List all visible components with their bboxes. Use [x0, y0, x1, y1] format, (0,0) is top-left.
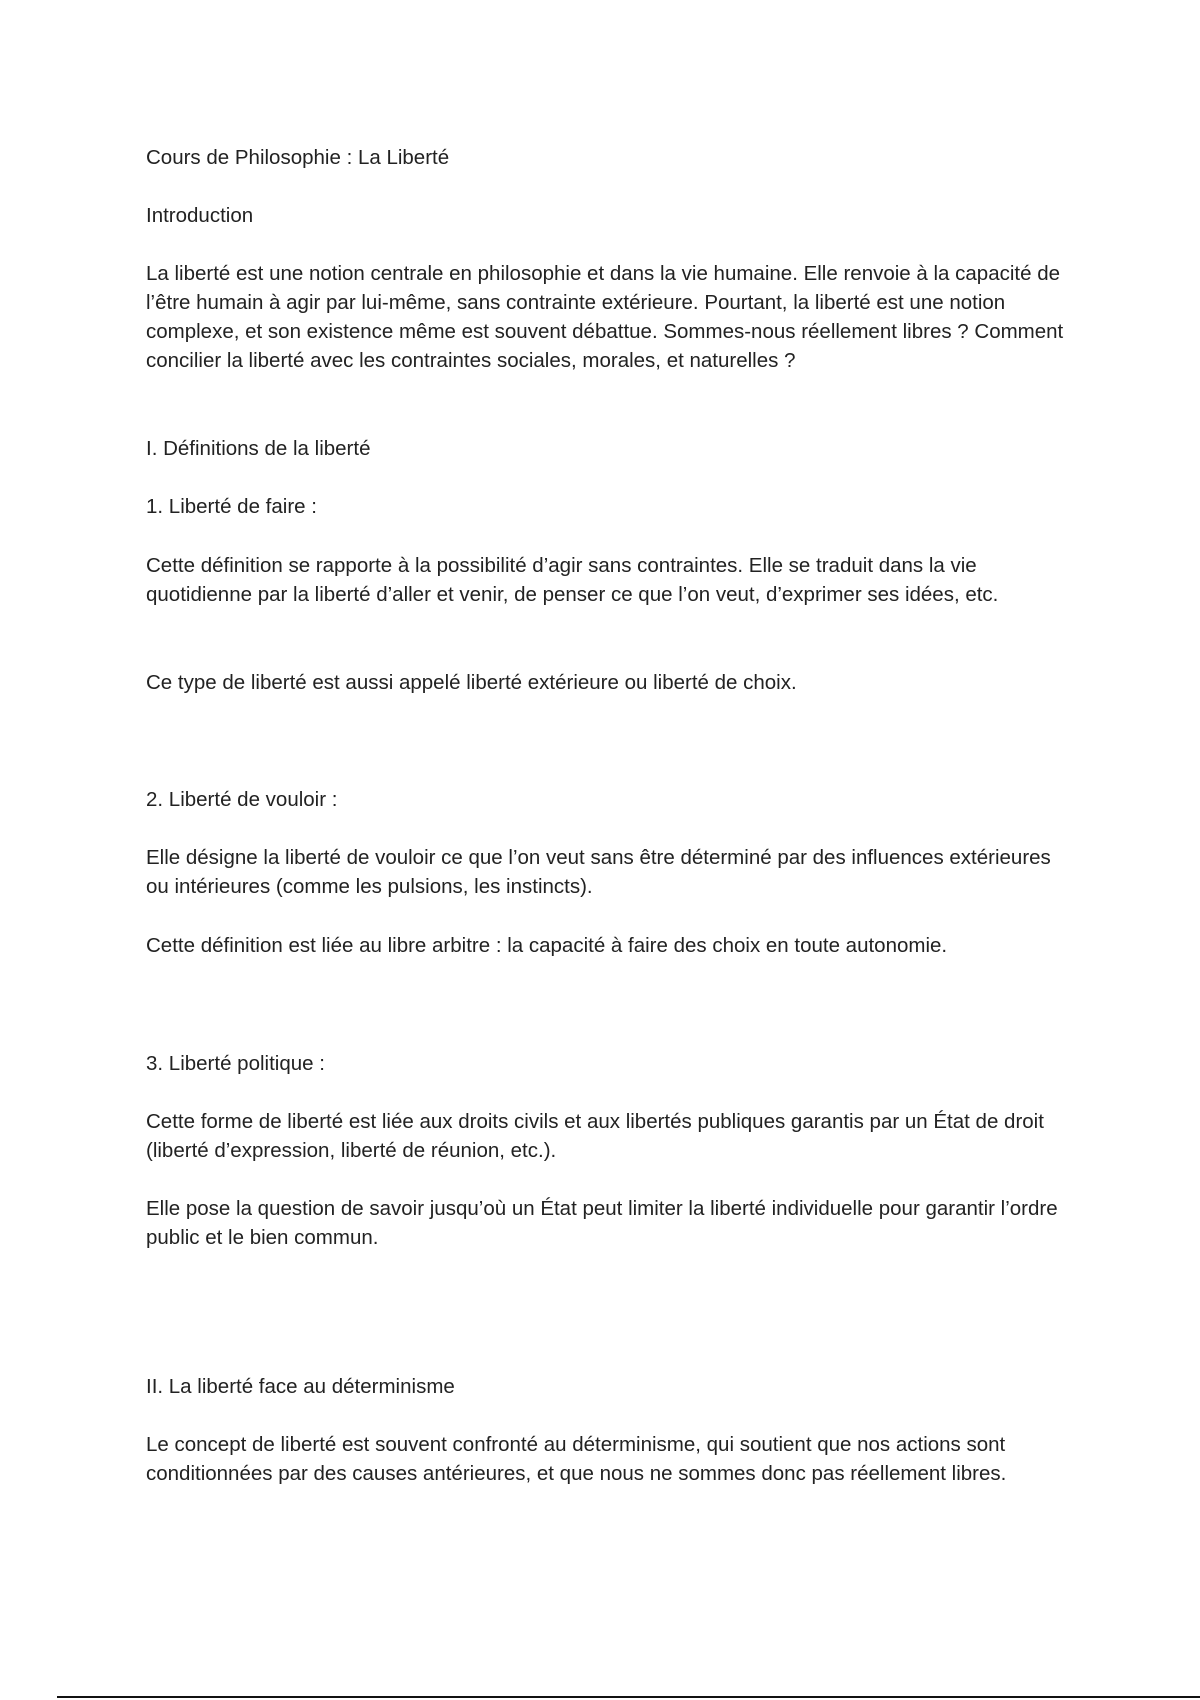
section-1-heading: I. Définitions de la liberté	[146, 437, 371, 460]
subsection-2-paragraph-1: Elle désigne la liberté de vouloir ce que l’on veut sans être déterminé par des influences extérieures ou intérieures (comme les pulsions, les instincts).	[146, 846, 1051, 898]
subsection-2-heading: 2. Liberté de vouloir :	[146, 788, 338, 811]
section-2-paragraph-1: Le concept de liberté est souvent confronté au déterminisme, qui soutient que nos actions sont conditionnées par des causes antérieures, et que nous ne sommes donc pas réellement libres.	[146, 1433, 1007, 1485]
subsection-3-paragraph-1: Cette forme de liberté est liée aux droits civils et aux libertés publiques garantis par un État de droit (liberté d’expression, liberté de réunion, etc.).	[146, 1110, 1044, 1162]
subsection-3-paragraph-2: Elle pose la question de savoir jusqu’où un État peut limiter la liberté individuelle pour garantir l’ordre public et le bien commun.	[146, 1197, 1058, 1249]
section-2-heading: II. La liberté face au déterminisme	[146, 1375, 455, 1398]
subsection-3-heading: 3. Liberté politique :	[146, 1052, 325, 1075]
subsection-2-paragraph-2: Cette définition est liée au libre arbitre : la capacité à faire des choix en toute autonomie.	[146, 934, 948, 957]
subsection-1-heading: 1. Liberté de faire :	[146, 495, 317, 518]
document-title: Cours de Philosophie : La Liberté	[146, 146, 450, 169]
subsection-1-paragraph-2: Ce type de liberté est aussi appelé liberté extérieure ou liberté de choix.	[146, 671, 797, 694]
page-bottom-divider	[57, 1696, 1200, 1698]
subsection-1-paragraph-1: Cette définition se rapporte à la possibilité d’agir sans contraintes. Elle se traduit dans la vie quotidienne par la liberté d’aller et venir, de penser ce que l’on veut, d’exprimer ses idées, etc.	[146, 554, 999, 606]
introduction-heading: Introduction	[146, 204, 254, 227]
introduction-paragraph: La liberté est une notion centrale en philosophie et dans la vie humaine. Elle renvoie à la capacité de l’être humain à agir par lui-même, sans contrainte extérieure. Pourtant, la liberté est une notion complexe, et son existence même est souvent débattue. Sommes-nous réellement libres ? Comment concilier la liberté avec les contraintes sociales, morales, et naturelles ?	[146, 262, 1064, 372]
